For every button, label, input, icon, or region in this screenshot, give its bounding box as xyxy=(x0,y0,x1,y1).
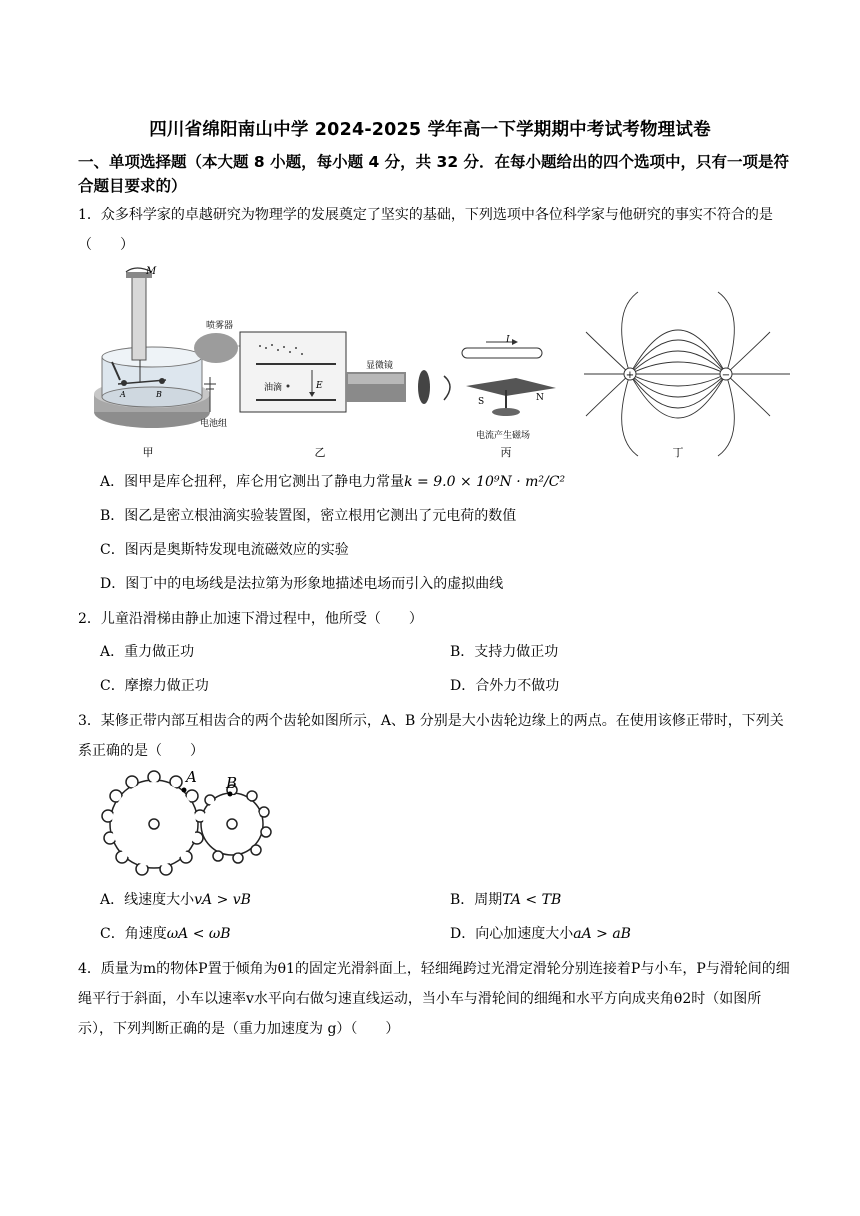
label-a-torsion: A xyxy=(120,390,126,399)
q3-option-a xyxy=(100,890,251,910)
label-battery: 电池组 xyxy=(200,419,228,429)
gears-figure xyxy=(98,768,278,880)
q3-option-d xyxy=(450,924,631,944)
oersted-experiment-figure xyxy=(462,339,556,416)
label-microscope: 显微镜 xyxy=(366,361,394,371)
label-minus-charge: − xyxy=(721,370,731,381)
label-plus-charge: + xyxy=(625,370,635,381)
section-heading: 一、单项选择题（本大题 8 小题，每小题 4 分，共 32 分．在每小题给出的四个选项中，只有一项是符合题目要求的） xyxy=(78,153,790,195)
q3-option-a-formula: vA > vB xyxy=(194,892,251,908)
page-title: 四川省绵阳南山中学 2024-2025 学年高一下学期期中考试考物理试卷 xyxy=(149,120,711,140)
label-m: M xyxy=(146,266,157,277)
millikan-oil-drop-figure xyxy=(194,332,450,412)
label-e: E xyxy=(316,381,323,391)
caption-jia: 甲 xyxy=(142,446,154,459)
question-1-stem: 1．众多科学家的卓越研究为物理学的发展奠定了坚实的基础，下列选项中各位科学家与他研究的事实不符合的是（ ） xyxy=(78,207,773,253)
question-3-stem: 3．某修正带内部互相齿合的两个齿轮如图所示，A、B 分别是大小齿轮边缘上的两点。在使用该修正带时，下列关系正确的是（ ） xyxy=(78,713,784,759)
label-oil-drop: 油滴 xyxy=(264,383,283,393)
q2-option-a: A．重力做正功 xyxy=(100,644,195,660)
q3-option-b xyxy=(450,890,561,910)
q1-option-b: B．图乙是密立根油滴实验装置图，密立根用它测出了元电荷的数值 xyxy=(100,508,517,524)
question-2-stem: 2．儿童沿滑梯由静止加速下滑过程中，他所受（ ） xyxy=(78,611,423,627)
q2-option-d: D．合外力不做功 xyxy=(450,678,560,694)
label-b-gear: B xyxy=(226,774,238,792)
coulomb-torsion-balance-figure xyxy=(94,268,210,428)
q1-option-a xyxy=(100,472,565,492)
q3-option-b-text: B．周期 xyxy=(450,892,503,908)
caption-ding: 丁 xyxy=(672,446,684,459)
q3-option-c-formula: ωA < ωB xyxy=(166,926,231,942)
q1-option-a-formula: k = 9.0 × 10⁹N · m²/C² xyxy=(404,474,566,490)
caption-yi: 乙 xyxy=(314,446,326,459)
label-b-torsion: B xyxy=(156,390,162,399)
label-n: N xyxy=(536,393,544,403)
label-a-gear: A xyxy=(186,768,197,786)
question-4-stem: 4．质量为m的物体P置于倾角为θ1的固定光滑斜面上，轻细绳跨过光滑定滑轮分别连接着P与小车，P与滑轮间的细绳平行于斜面，小车以速率v水平向右做匀速直线运动，当小车与滑轮间的细绳和水平方向成夹角θ2时（如图所示），下列判断正确的是（重力加速度为 g）（ ） xyxy=(78,961,790,1037)
q1-option-a-text: A．图甲是库仑扭秤，库仑用它测出了静电力常量 xyxy=(100,474,405,490)
q3-option-d-formula: aA > aB xyxy=(573,926,631,942)
q3-option-a-text: A．线速度大小 xyxy=(100,892,195,908)
label-s: S xyxy=(478,397,485,407)
q1-option-d: D．图丁中的电场线是法拉第为形象地描述电场而引入的虚拟曲线 xyxy=(100,576,504,592)
q3-option-d-text: D．向心加速度大小 xyxy=(450,926,574,942)
q1-figures xyxy=(90,262,810,462)
q3-option-c-text: C．角速度 xyxy=(100,926,167,942)
label-i: I xyxy=(506,335,510,345)
q3-option-c xyxy=(100,924,231,944)
q3-option-b-formula: TA < TB xyxy=(502,892,562,908)
label-magnet-caption: 电流产生磁场 xyxy=(476,431,531,441)
electric-field-lines-figure xyxy=(584,292,790,456)
caption-bing: 丙 xyxy=(500,446,512,459)
q2-option-b: B．支持力做正功 xyxy=(450,644,559,660)
q1-option-c: C．图丙是奥斯特发现电流磁效应的实验 xyxy=(100,542,349,558)
label-sprayer: 喷雾器 xyxy=(206,321,234,331)
q2-option-c: C．摩擦力做正功 xyxy=(100,678,209,694)
